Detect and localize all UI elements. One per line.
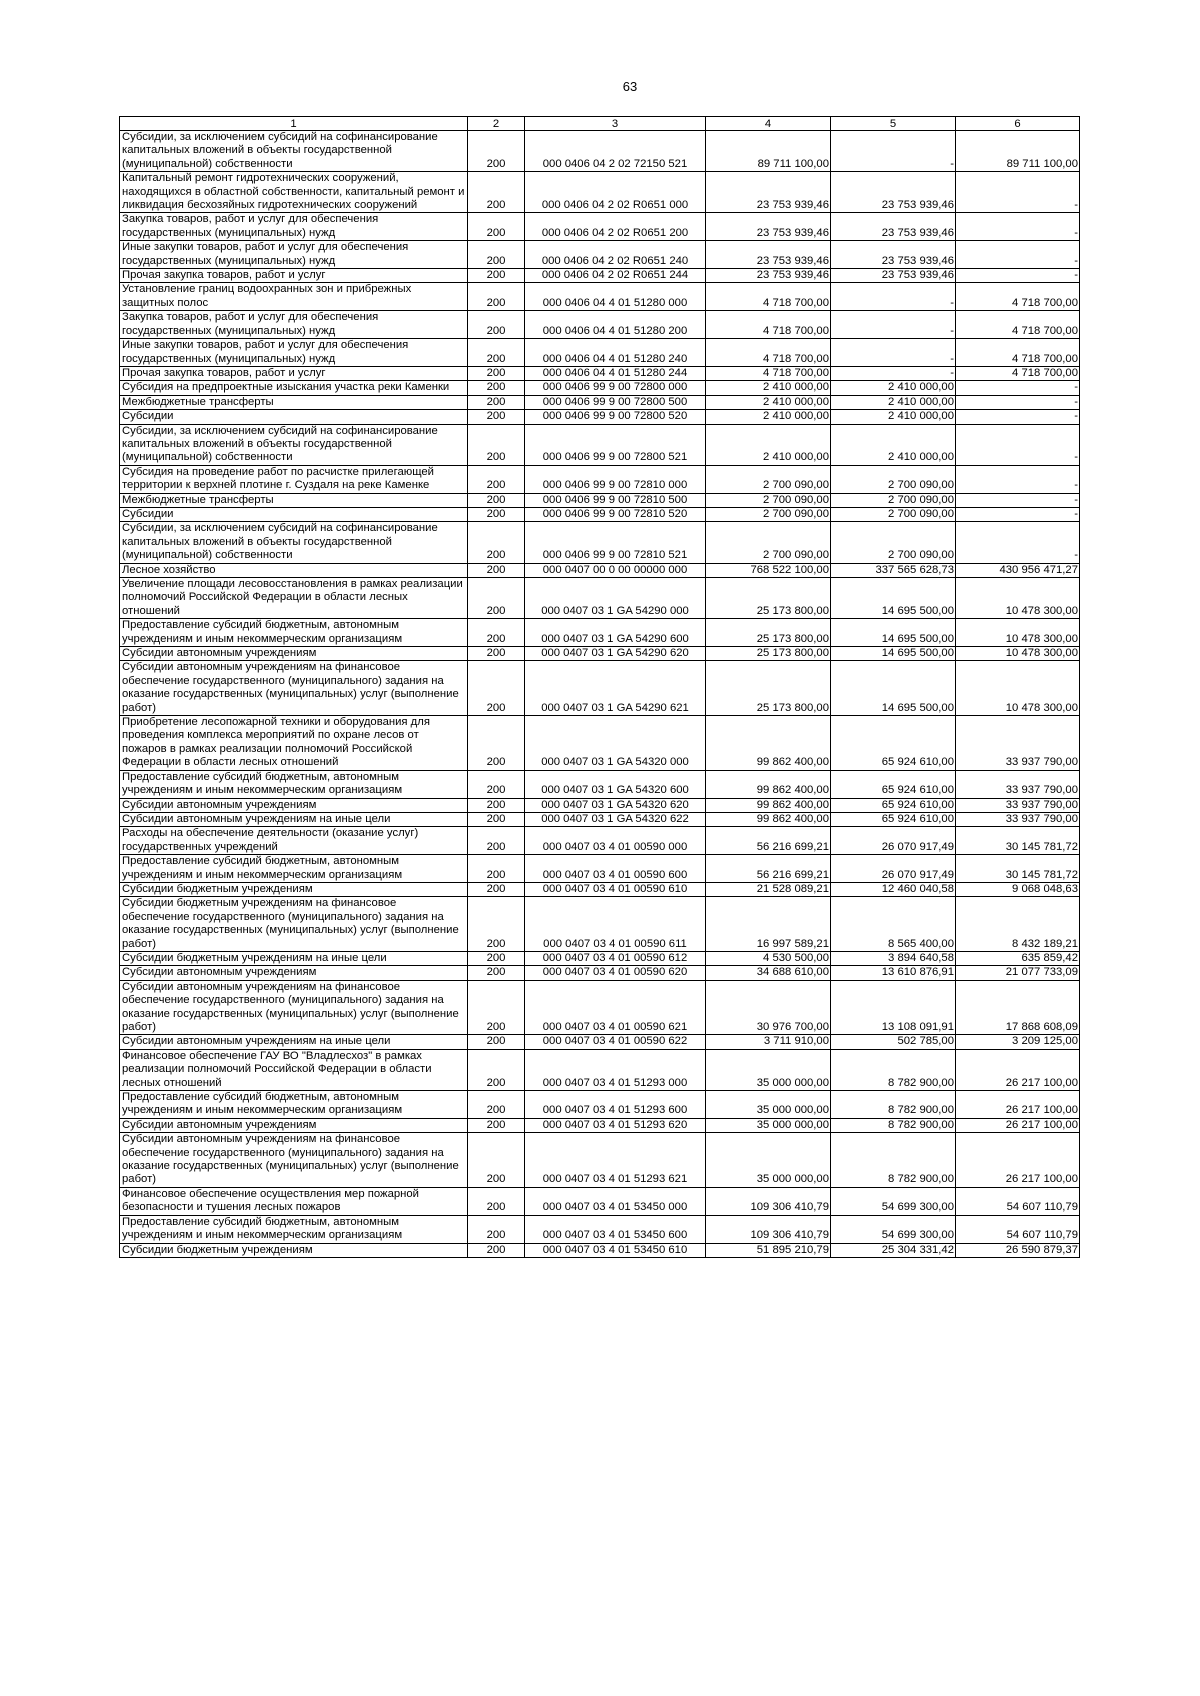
row-total: 25 173 800,00: [706, 619, 831, 647]
row-total: 2 700 090,00: [706, 465, 831, 493]
row-budget-code: 000 0406 04 2 02 R0651 200: [525, 213, 706, 241]
row-federal: 14 695 500,00: [831, 578, 956, 619]
row-name: Расходы на обеспечение деятельности (оказание услуг) государственных учреждений: [120, 827, 468, 855]
row-name: Предоставление субсидий бюджетным, автономным учреждениям и иным некоммерческим организациям: [120, 855, 468, 883]
row-name: Закупка товаров, работ и услуг для обеспечения государственных (муниципальных) нужд: [120, 213, 468, 241]
row-admin-code: 200: [468, 311, 525, 339]
row-budget-code: 000 0407 03 1 GA 54290 000: [525, 578, 706, 619]
row-total: 23 753 939,46: [706, 241, 831, 269]
row-budget-code: 000 0406 99 9 00 72810 520: [525, 507, 706, 521]
table-row: [120, 1049, 1080, 1090]
table-row: [120, 882, 1080, 896]
row-regional: -: [956, 241, 1080, 269]
row-name: Субсидии бюджетным учреждениям на иные цели: [120, 951, 468, 965]
row-budget-code: 000 0407 00 0 00 00000 000: [525, 563, 706, 577]
row-regional: -: [956, 381, 1080, 395]
row-budget-code: 000 0406 99 9 00 72800 520: [525, 410, 706, 424]
row-admin-code: 200: [468, 1049, 525, 1090]
row-admin-code: 200: [468, 966, 525, 980]
row-admin-code: 200: [468, 339, 525, 367]
row-regional: 430 956 471,27: [956, 563, 1080, 577]
row-admin-code: 200: [468, 269, 525, 283]
row-total: 2 700 090,00: [706, 493, 831, 507]
row-budget-code: 000 0407 03 4 01 00590 000: [525, 827, 706, 855]
row-regional: 30 145 781,72: [956, 827, 1080, 855]
row-budget-code: 000 0407 03 4 01 00590 600: [525, 855, 706, 883]
row-name: Субсидии автономным учреждениям: [120, 798, 468, 812]
row-regional: 26 217 100,00: [956, 1091, 1080, 1119]
row-regional: -: [956, 395, 1080, 409]
row-budget-code: 000 0406 04 2 02 R0651 244: [525, 269, 706, 283]
row-total: 109 306 410,79: [706, 1187, 831, 1215]
row-total: 21 528 089,21: [706, 882, 831, 896]
row-federal: 12 460 040,58: [831, 882, 956, 896]
table-row: [120, 770, 1080, 798]
table-row: [120, 1187, 1080, 1215]
row-federal: 2 410 000,00: [831, 381, 956, 395]
row-name: Субсидии, за исключением субсидий на софинансирование капитальных вложений в объекты государственной (муниципальной) собственности: [120, 424, 468, 465]
row-admin-code: 200: [468, 770, 525, 798]
table-row: [120, 366, 1080, 380]
table-row: [120, 1133, 1080, 1188]
row-budget-code: 000 0407 03 4 01 00590 612: [525, 951, 706, 965]
table-row: [120, 283, 1080, 311]
row-federal: 14 695 500,00: [831, 661, 956, 716]
row-total: 4 718 700,00: [706, 283, 831, 311]
row-regional: -: [956, 213, 1080, 241]
row-regional: -: [956, 465, 1080, 493]
row-federal: 8 565 400,00: [831, 897, 956, 952]
table-row: [120, 1091, 1080, 1119]
row-federal: 2 700 090,00: [831, 493, 956, 507]
row-total: 3 711 910,00: [706, 1035, 831, 1049]
row-admin-code: 200: [468, 1091, 525, 1119]
row-federal: 2 410 000,00: [831, 424, 956, 465]
row-total: 99 862 400,00: [706, 812, 831, 826]
row-federal: 8 782 900,00: [831, 1091, 956, 1119]
row-regional: 26 217 100,00: [956, 1118, 1080, 1132]
row-name: Финансовое обеспечение осуществления мер пожарной безопасности и тушения лесных пожаров: [120, 1187, 468, 1215]
row-budget-code: 000 0406 04 2 02 R0651 000: [525, 172, 706, 213]
row-name: Субсидии автономным учреждениям на иные цели: [120, 812, 468, 826]
row-total: 35 000 000,00: [706, 1091, 831, 1119]
table-row: [120, 395, 1080, 409]
row-name: Предоставление субсидий бюджетным, автономным учреждениям и иным некоммерческим организациям: [120, 770, 468, 798]
row-federal: 23 753 939,46: [831, 241, 956, 269]
row-federal: -: [831, 339, 956, 367]
row-federal: 26 070 917,49: [831, 855, 956, 883]
column-header: 6: [956, 117, 1080, 131]
row-total: 99 862 400,00: [706, 770, 831, 798]
row-name: Иные закупки товаров, работ и услуг для обеспечения государственных (муниципальных) нужд: [120, 339, 468, 367]
row-total: 51 895 210,79: [706, 1243, 831, 1257]
row-regional: 4 718 700,00: [956, 283, 1080, 311]
row-budget-code: 000 0406 04 2 02 R0651 240: [525, 241, 706, 269]
row-budget-code: 000 0406 99 9 00 72810 500: [525, 493, 706, 507]
row-regional: 33 937 790,00: [956, 716, 1080, 771]
row-federal: 8 782 900,00: [831, 1118, 956, 1132]
row-admin-code: 200: [468, 855, 525, 883]
row-name: Субсидии автономным учреждениям на финансовое обеспечение государственного (муниципального) задания на оказание государственных (муниципальных) услуг (выполнение работ): [120, 1133, 468, 1188]
row-budget-code: 000 0407 03 4 01 53450 600: [525, 1215, 706, 1243]
row-total: 25 173 800,00: [706, 661, 831, 716]
row-name: Предоставление субсидий бюджетным, автономным учреждениям и иным некоммерческим организациям: [120, 1215, 468, 1243]
row-name: Иные закупки товаров, работ и услуг для обеспечения государственных (муниципальных) нужд: [120, 241, 468, 269]
row-budget-code: 000 0406 04 4 01 51280 240: [525, 339, 706, 367]
row-name: Субсидии: [120, 410, 468, 424]
row-federal: 25 304 331,42: [831, 1243, 956, 1257]
row-total: 30 976 700,00: [706, 980, 831, 1035]
row-budget-code: 000 0407 03 4 01 00590 622: [525, 1035, 706, 1049]
row-admin-code: 200: [468, 241, 525, 269]
row-total: 25 173 800,00: [706, 647, 831, 661]
row-admin-code: 200: [468, 395, 525, 409]
table-row: [120, 897, 1080, 952]
row-federal: 2 700 090,00: [831, 507, 956, 521]
row-admin-code: 200: [468, 213, 525, 241]
table-row: [120, 716, 1080, 771]
row-federal: 3 894 640,58: [831, 951, 956, 965]
row-name: Финансовое обеспечение ГАУ ВО "Владлесхоз" в рамках реализации полномочий Российской Федерации в области лесных отношений: [120, 1049, 468, 1090]
budget-table: [119, 116, 1080, 1258]
row-federal: -: [831, 311, 956, 339]
row-regional: 17 868 608,09: [956, 980, 1080, 1035]
row-regional: 54 607 110,79: [956, 1215, 1080, 1243]
table-row: [120, 661, 1080, 716]
table-row: [120, 1118, 1080, 1132]
row-total: 35 000 000,00: [706, 1049, 831, 1090]
row-regional: 4 718 700,00: [956, 366, 1080, 380]
row-regional: 4 718 700,00: [956, 311, 1080, 339]
row-name: Субсидии автономным учреждениям на финансовое обеспечение государственного (муниципального) задания на оказание государственных (муниципальных) услуг (выполнение работ): [120, 980, 468, 1035]
row-budget-code: 000 0407 03 1 GA 54320 622: [525, 812, 706, 826]
row-name: Субсидии автономным учреждениям на финансовое обеспечение государственного (муниципального) задания на оказание государственных (муниципальных) услуг (выполнение работ): [120, 661, 468, 716]
row-total: 99 862 400,00: [706, 716, 831, 771]
row-name: Лесное хозяйство: [120, 563, 468, 577]
row-federal: 8 782 900,00: [831, 1049, 956, 1090]
row-total: 4 718 700,00: [706, 339, 831, 367]
table-row: [120, 381, 1080, 395]
row-name: Межбюджетные трансферты: [120, 395, 468, 409]
table-row: [120, 951, 1080, 965]
row-budget-code: 000 0406 04 4 01 51280 244: [525, 366, 706, 380]
row-federal: 65 924 610,00: [831, 770, 956, 798]
row-federal: 23 753 939,46: [831, 269, 956, 283]
row-name: Капитальный ремонт гидротехнических сооружений, находящихся в областной собственности, капитальный ремонт и ликвидация бесхозяйных гидротехнических сооружений: [120, 172, 468, 213]
row-admin-code: 200: [468, 647, 525, 661]
row-budget-code: 000 0407 03 4 01 00590 610: [525, 882, 706, 896]
column-header: 5: [831, 117, 956, 131]
row-admin-code: 200: [468, 507, 525, 521]
row-admin-code: 200: [468, 131, 525, 172]
column-header: 2: [468, 117, 525, 131]
row-total: 4 718 700,00: [706, 366, 831, 380]
row-federal: 2 700 090,00: [831, 522, 956, 563]
row-name: Субсидии, за исключением субсидий на софинансирование капитальных вложений в объекты государственной (муниципальной) собственности: [120, 131, 468, 172]
table-row: [120, 855, 1080, 883]
table-row: [120, 410, 1080, 424]
table-row: [120, 339, 1080, 367]
row-total: 2 410 000,00: [706, 424, 831, 465]
row-regional: 33 937 790,00: [956, 812, 1080, 826]
table-row: [120, 424, 1080, 465]
row-admin-code: 200: [468, 493, 525, 507]
row-name: Закупка товаров, работ и услуг для обеспечения государственных (муниципальных) нужд: [120, 311, 468, 339]
table-row: [120, 269, 1080, 283]
row-regional: 4 718 700,00: [956, 339, 1080, 367]
row-name: Прочая закупка товаров, работ и услуг: [120, 269, 468, 283]
row-federal: 54 699 300,00: [831, 1187, 956, 1215]
row-total: 4 530 500,00: [706, 951, 831, 965]
row-total: 768 522 100,00: [706, 563, 831, 577]
row-total: 23 753 939,46: [706, 213, 831, 241]
row-regional: 26 590 879,37: [956, 1243, 1080, 1257]
row-regional: 635 859,42: [956, 951, 1080, 965]
row-total: 2 410 000,00: [706, 410, 831, 424]
row-regional: 8 432 189,21: [956, 897, 1080, 952]
row-federal: 2 700 090,00: [831, 465, 956, 493]
row-admin-code: 200: [468, 1118, 525, 1132]
row-budget-code: 000 0407 03 4 01 51293 620: [525, 1118, 706, 1132]
row-regional: -: [956, 522, 1080, 563]
row-budget-code: 000 0407 03 1 GA 54320 620: [525, 798, 706, 812]
row-admin-code: 200: [468, 172, 525, 213]
row-regional: -: [956, 172, 1080, 213]
row-admin-code: 200: [468, 716, 525, 771]
row-total: 35 000 000,00: [706, 1118, 831, 1132]
row-name: Субсидии, за исключением субсидий на софинансирование капитальных вложений в объекты государственной (муниципальной) собственности: [120, 522, 468, 563]
row-federal: 65 924 610,00: [831, 716, 956, 771]
row-name: Увеличение площади лесовосстановления в рамках реализации полномочий Российской Федерации в области лесных отношений: [120, 578, 468, 619]
row-federal: 65 924 610,00: [831, 798, 956, 812]
row-name: Субсидия на предпроектные изыскания участка реки Каменки: [120, 381, 468, 395]
table-row: [120, 647, 1080, 661]
row-admin-code: 200: [468, 381, 525, 395]
row-total: 23 753 939,46: [706, 269, 831, 283]
row-total: 2 700 090,00: [706, 507, 831, 521]
row-total: 4 718 700,00: [706, 311, 831, 339]
row-regional: -: [956, 507, 1080, 521]
row-budget-code: 000 0407 03 4 01 51293 621: [525, 1133, 706, 1188]
row-regional: 30 145 781,72: [956, 855, 1080, 883]
row-federal: 14 695 500,00: [831, 647, 956, 661]
row-admin-code: 200: [468, 410, 525, 424]
row-budget-code: 000 0407 03 4 01 00590 611: [525, 897, 706, 952]
row-admin-code: 200: [468, 882, 525, 896]
row-federal: 23 753 939,46: [831, 172, 956, 213]
table-row: [120, 493, 1080, 507]
row-regional: -: [956, 424, 1080, 465]
row-total: 2 410 000,00: [706, 395, 831, 409]
row-name: Субсидии автономным учреждениям на иные цели: [120, 1035, 468, 1049]
row-federal: 13 108 091,91: [831, 980, 956, 1035]
row-admin-code: 200: [468, 951, 525, 965]
row-name: Предоставление субсидий бюджетным, автономным учреждениям и иным некоммерческим организациям: [120, 619, 468, 647]
row-federal: -: [831, 131, 956, 172]
row-regional: 10 478 300,00: [956, 647, 1080, 661]
table-row: [120, 1035, 1080, 1049]
row-admin-code: 200: [468, 1187, 525, 1215]
row-total: 34 688 610,00: [706, 966, 831, 980]
column-header: 3: [525, 117, 706, 131]
row-name: Субсидии автономным учреждениям: [120, 647, 468, 661]
row-name: Субсидии бюджетным учреждениям: [120, 882, 468, 896]
row-total: 25 173 800,00: [706, 578, 831, 619]
row-admin-code: 200: [468, 424, 525, 465]
row-federal: 65 924 610,00: [831, 812, 956, 826]
table-row: [120, 812, 1080, 826]
table-row: [120, 507, 1080, 521]
table-row: [120, 465, 1080, 493]
row-federal: 26 070 917,49: [831, 827, 956, 855]
row-regional: 54 607 110,79: [956, 1187, 1080, 1215]
row-regional: 33 937 790,00: [956, 770, 1080, 798]
row-budget-code: 000 0406 04 4 01 51280 200: [525, 311, 706, 339]
row-federal: 14 695 500,00: [831, 619, 956, 647]
row-admin-code: 200: [468, 1035, 525, 1049]
table-row: [120, 798, 1080, 812]
row-budget-code: 000 0406 99 9 00 72800 500: [525, 395, 706, 409]
table-row: [120, 1243, 1080, 1257]
row-regional: 33 937 790,00: [956, 798, 1080, 812]
row-regional: 89 711 100,00: [956, 131, 1080, 172]
row-federal: -: [831, 283, 956, 311]
table-body: [120, 131, 1080, 1258]
row-regional: 21 077 733,09: [956, 966, 1080, 980]
row-admin-code: 200: [468, 465, 525, 493]
row-total: 35 000 000,00: [706, 1133, 831, 1188]
row-budget-code: 000 0407 03 4 01 51293 000: [525, 1049, 706, 1090]
row-federal: 2 410 000,00: [831, 410, 956, 424]
row-total: 16 997 589,21: [706, 897, 831, 952]
row-budget-code: 000 0406 04 4 01 51280 000: [525, 283, 706, 311]
row-admin-code: 200: [468, 619, 525, 647]
row-regional: 10 478 300,00: [956, 619, 1080, 647]
row-budget-code: 000 0407 03 4 01 00590 620: [525, 966, 706, 980]
table-row: [120, 241, 1080, 269]
table-row: [120, 213, 1080, 241]
row-name: Субсидии автономным учреждениям: [120, 1118, 468, 1132]
row-budget-code: 000 0407 03 1 GA 54320 000: [525, 716, 706, 771]
row-federal: 502 785,00: [831, 1035, 956, 1049]
table-row: [120, 563, 1080, 577]
row-name: Субсидии бюджетным учреждениям на финансовое обеспечение государственного (муниципального) задания на оказание государственных (муниципальных) услуг (выполнение работ): [120, 897, 468, 952]
row-admin-code: 200: [468, 563, 525, 577]
table-row: [120, 980, 1080, 1035]
column-header: 1: [120, 117, 468, 131]
table-row: [120, 311, 1080, 339]
row-total: 2 700 090,00: [706, 522, 831, 563]
row-regional: 10 478 300,00: [956, 578, 1080, 619]
row-regional: -: [956, 269, 1080, 283]
row-admin-code: 200: [468, 1215, 525, 1243]
row-budget-code: 000 0407 03 4 01 00590 621: [525, 980, 706, 1035]
row-admin-code: 200: [468, 812, 525, 826]
row-name: Субсидии: [120, 507, 468, 521]
row-budget-code: 000 0407 03 1 GA 54320 600: [525, 770, 706, 798]
row-regional: 3 209 125,00: [956, 1035, 1080, 1049]
row-budget-code: 000 0406 99 9 00 72800 000: [525, 381, 706, 395]
row-admin-code: 200: [468, 661, 525, 716]
row-name: Предоставление субсидий бюджетным, автономным учреждениям и иным некоммерческим организациям: [120, 1091, 468, 1119]
row-name: Приобретение лесопожарной техники и оборудования для проведения комплекса мероприятий по охране лесов от пожаров в рамках реализации полномочий Российской Федерации в области лесных отношений: [120, 716, 468, 771]
column-header: 4: [706, 117, 831, 131]
table-row: [120, 131, 1080, 172]
row-admin-code: 200: [468, 283, 525, 311]
row-regional: -: [956, 410, 1080, 424]
row-regional: 26 217 100,00: [956, 1049, 1080, 1090]
row-budget-code: 000 0407 03 4 01 51293 600: [525, 1091, 706, 1119]
row-budget-code: 000 0407 03 4 01 53450 610: [525, 1243, 706, 1257]
row-total: 89 711 100,00: [706, 131, 831, 172]
row-regional: -: [956, 493, 1080, 507]
row-regional: 10 478 300,00: [956, 661, 1080, 716]
row-federal: -: [831, 366, 956, 380]
row-admin-code: 200: [468, 897, 525, 952]
row-federal: 54 699 300,00: [831, 1215, 956, 1243]
row-budget-code: 000 0407 03 4 01 53450 000: [525, 1187, 706, 1215]
row-budget-code: 000 0407 03 1 GA 54290 620: [525, 647, 706, 661]
row-admin-code: 200: [468, 1133, 525, 1188]
row-federal: 13 610 876,91: [831, 966, 956, 980]
table-row: [120, 619, 1080, 647]
row-total: 56 216 699,21: [706, 855, 831, 883]
row-admin-code: 200: [468, 827, 525, 855]
table-row: [120, 522, 1080, 563]
row-admin-code: 200: [468, 522, 525, 563]
row-name: Установление границ водоохранных зон и прибрежных защитных полос: [120, 283, 468, 311]
row-federal: 2 410 000,00: [831, 395, 956, 409]
table-header-row: [120, 117, 1080, 131]
row-regional: 26 217 100,00: [956, 1133, 1080, 1188]
table-row: [120, 966, 1080, 980]
row-name: Субсидии автономным учреждениям: [120, 966, 468, 980]
table-row: [120, 827, 1080, 855]
row-admin-code: 200: [468, 980, 525, 1035]
row-total: 23 753 939,46: [706, 172, 831, 213]
row-name: Субсидии бюджетным учреждениям: [120, 1243, 468, 1257]
row-budget-code: 000 0406 99 9 00 72800 521: [525, 424, 706, 465]
row-total: 56 216 699,21: [706, 827, 831, 855]
row-name: Субсидия на проведение работ по расчистке прилегающей территории к верхней плотине г. Суздаля на реке Каменке: [120, 465, 468, 493]
row-budget-code: 000 0406 99 9 00 72810 521: [525, 522, 706, 563]
row-federal: 8 782 900,00: [831, 1133, 956, 1188]
row-admin-code: 200: [468, 798, 525, 812]
row-regional: 9 068 048,63: [956, 882, 1080, 896]
row-budget-code: 000 0407 03 1 GA 54290 621: [525, 661, 706, 716]
row-total: 109 306 410,79: [706, 1215, 831, 1243]
row-federal: 337 565 628,73: [831, 563, 956, 577]
table-row: [120, 172, 1080, 213]
row-budget-code: 000 0406 99 9 00 72810 000: [525, 465, 706, 493]
page-number: 63: [622, 79, 638, 94]
row-admin-code: 200: [468, 1243, 525, 1257]
row-name: Межбюджетные трансферты: [120, 493, 468, 507]
table-row: [120, 1215, 1080, 1243]
row-budget-code: 000 0407 03 1 GA 54290 600: [525, 619, 706, 647]
row-admin-code: 200: [468, 366, 525, 380]
row-name: Прочая закупка товаров, работ и услуг: [120, 366, 468, 380]
row-total: 2 410 000,00: [706, 381, 831, 395]
row-admin-code: 200: [468, 578, 525, 619]
row-federal: 23 753 939,46: [831, 213, 956, 241]
row-total: 99 862 400,00: [706, 798, 831, 812]
row-budget-code: 000 0406 04 2 02 72150 521: [525, 131, 706, 172]
table-row: [120, 578, 1080, 619]
